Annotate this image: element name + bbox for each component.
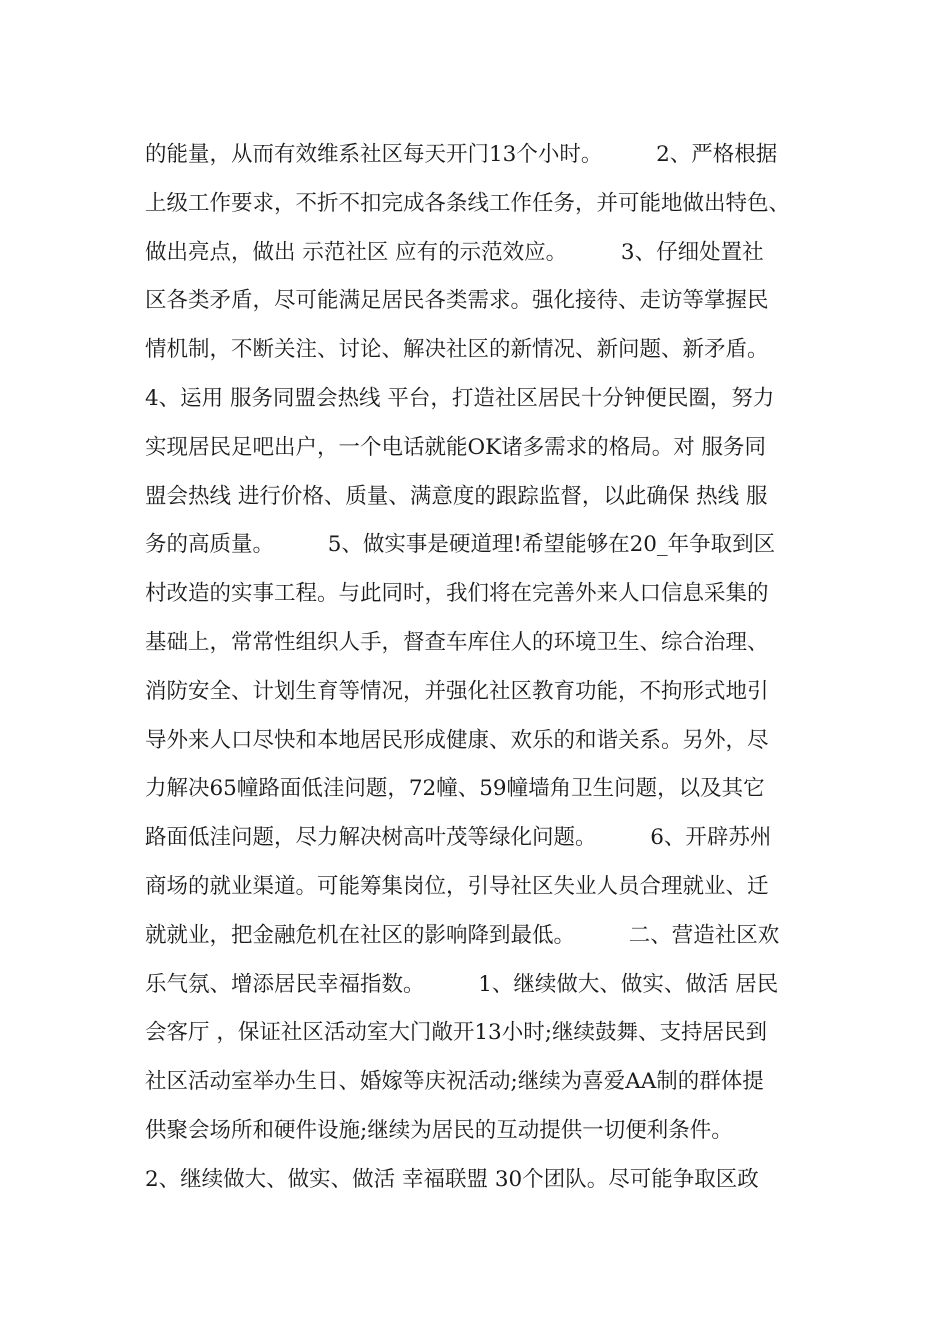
text-line: 会客厅 ，保证社区活动室大门敞开13小时;继续鼓舞、支持居民到	[145, 1020, 767, 1046]
text-line: 务的高质量。 5、做实事是硬道理!希望能够在20_年争取到区	[145, 532, 776, 558]
text-line: 的能量，从而有效维系社区每天开门13个小时。 2、严格根据	[145, 142, 778, 167]
text-line: 商场的就业渠道。可能筹集岗位，引导社区失业人员合理就业、迁	[145, 873, 769, 899]
text-line: 力解决65幢路面低洼问题，72幢、59幢墙角卫生问题，以及其它	[145, 776, 765, 802]
text-line: 乐气氛、增添居民幸福指数。 1、继续做大、做实、做活 居民	[145, 971, 779, 997]
text-line: 做出亮点，做出 示范社区 应有的示范效应。 3、仔细处置社	[145, 239, 764, 265]
text-line: 2、继续做大、做实、做活 幸福联盟 30个团队。尽可能争取区政	[145, 1166, 759, 1192]
text-line: 消防安全、计划生育等情况，并强化社区教育功能，不拘形式地引	[145, 678, 769, 704]
body-text	[145, 131, 825, 1205]
text-line: 盟会热线 进行价格、质量、满意度的跟踪监督，以此确保 热线 服	[145, 483, 768, 509]
text-line: 供聚会场所和硬件设施;继续为居民的互动提供一切便利条件。	[145, 1117, 733, 1143]
text-line: 导外来人口尽快和本地居民形成健康、欢乐的和谐关系。另外，尽	[145, 727, 769, 753]
text-line: 村改造的实事工程。与此同时，我们将在完善外来人口信息采集的	[145, 581, 769, 607]
text-line: 区各类矛盾，尽可能满足居民各类需求。强化接待、走访等掌握民	[145, 288, 769, 314]
text-line: 路面低洼问题，尽力解决树高叶茂等绿化问题。 6、开辟苏州	[145, 825, 772, 851]
text-line: 基础上，常常性组织人手，督查车库住人的环境卫生、综合治理、	[145, 629, 769, 655]
text-line: 就就业，把金融危机在社区的影响降到最低。 二、营造社区欢	[145, 922, 780, 948]
text-line: 4、运用 服务同盟会热线 平台，打造社区居民十分钟便民圈，努力	[145, 385, 775, 411]
text-line: 上级工作要求，不折不扣完成各条线工作任务，并可能地做出特色、	[145, 190, 791, 216]
text-line: 情机制，不断关注、讨论、解决社区的新情况、新问题、新矛盾。	[145, 337, 769, 363]
text-line: 社区活动室举办生日、婚嫁等庆祝活动;继续为喜爱AA制的群体提	[145, 1069, 764, 1095]
text-line: 实现居民足吧出户，一个电话就能OK诸多需求的格局。对 服务同	[145, 434, 767, 460]
